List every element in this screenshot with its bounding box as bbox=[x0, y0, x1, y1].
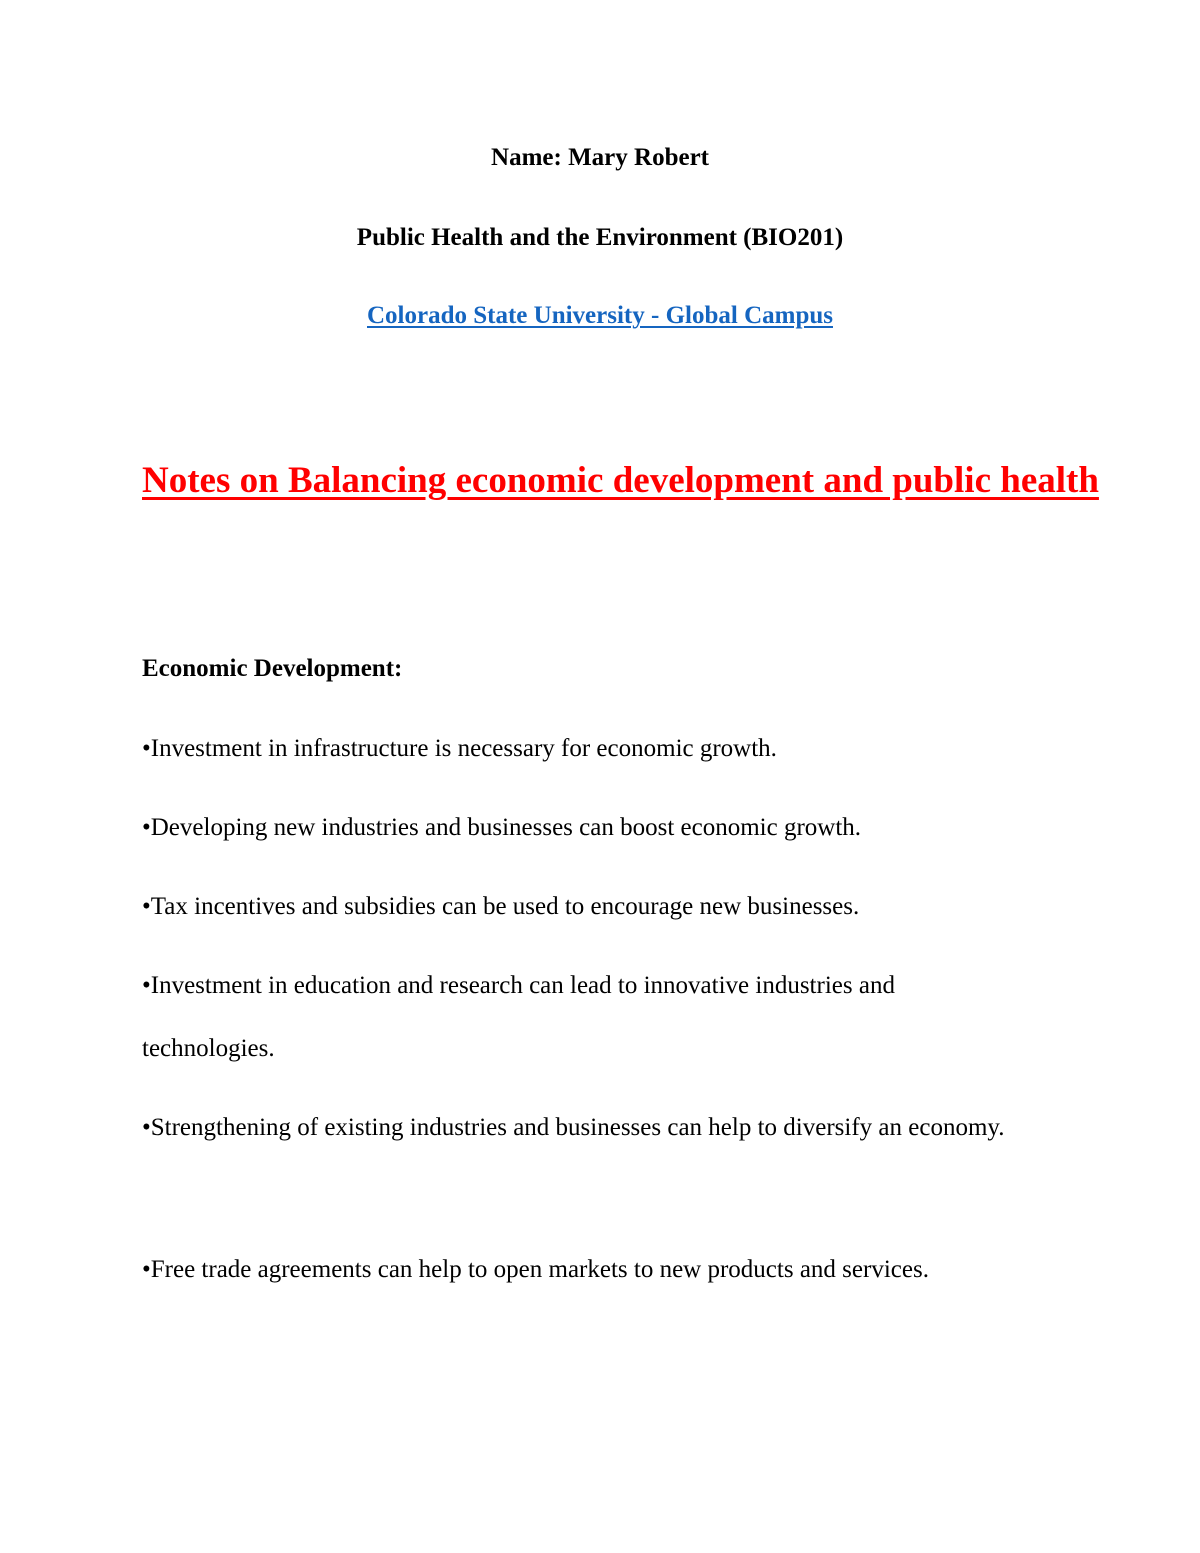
bullet-item: •Free trade agreements can help to open markets to new products and services. bbox=[142, 1256, 929, 1283]
bullet-item: •Strengthening of existing industries and businesses can help to diversify an economy. bbox=[142, 1114, 1005, 1141]
bullet-item: •Investment in education and research can lead to innovative industries and technologies. bbox=[142, 972, 895, 1062]
bullet-item: •Tax incentives and subsidies can be used to encourage new businesses. bbox=[142, 893, 860, 920]
section-title: Economic Development: bbox=[142, 655, 403, 682]
university-line bbox=[0, 300, 1200, 332]
notes-heading-text: Notes on Balancing economic development and public health bbox=[142, 460, 1099, 501]
bullet-item: •Investment in infrastructure is necessary for economic growth. bbox=[142, 735, 777, 762]
university-link[interactable]: Colorado State University - Global Campus bbox=[367, 302, 833, 329]
student-name: Name: Mary Robert bbox=[491, 144, 709, 171]
bullet-item: •Developing new industries and businesses can boost economic growth. bbox=[142, 814, 862, 841]
notes-heading bbox=[142, 436, 1102, 526]
course-title: Public Health and the Environment (BIO201) bbox=[356, 224, 844, 251]
